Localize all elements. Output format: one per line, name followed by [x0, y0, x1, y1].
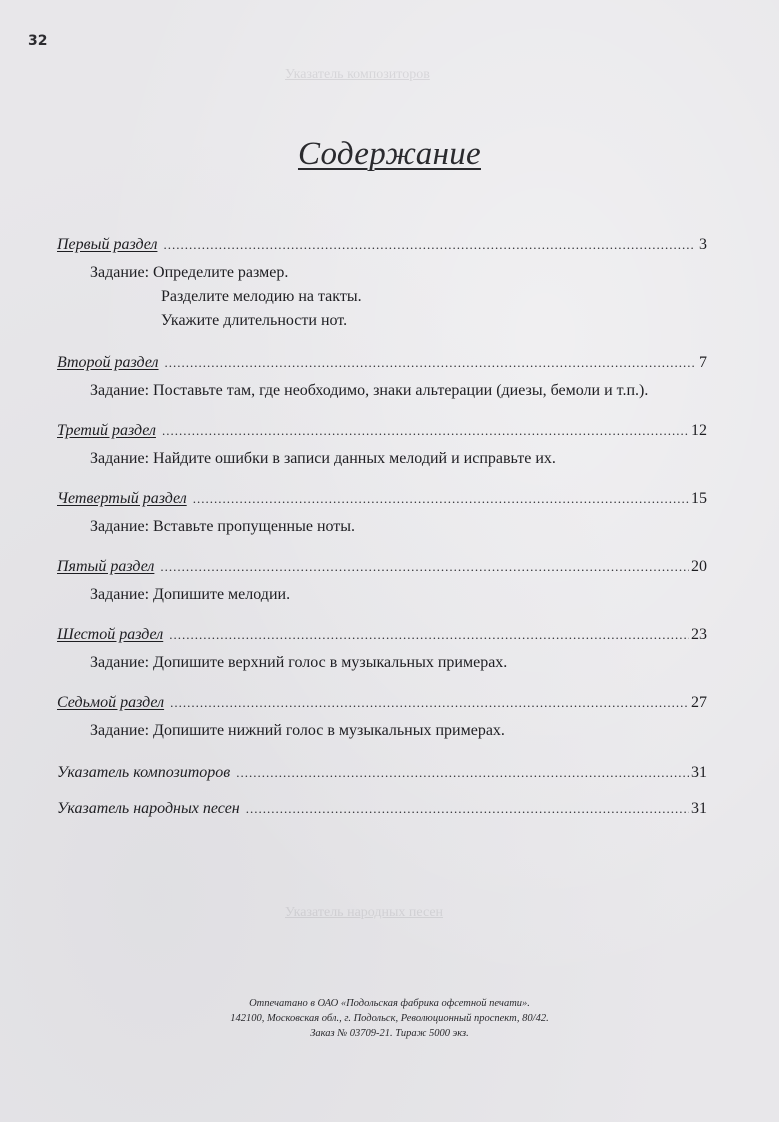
page-number: 32: [28, 33, 48, 49]
toc-entry-page: 27: [691, 694, 707, 711]
toc-entry-section-2[interactable]: [57, 354, 707, 374]
toc-entry-section-4[interactable]: [57, 490, 707, 510]
imprint-line-printer: Отпечатано в ОАО «Подольская фабрика офсетной печати».: [249, 998, 530, 1009]
toc-entry-page: 12: [691, 422, 707, 439]
toc-entry-folk-songs-index[interactable]: [57, 800, 707, 820]
toc-task: Задание: Определите размер.: [90, 264, 289, 281]
page-title: Содержание: [297, 136, 481, 172]
toc-leader-dots: [163, 237, 695, 253]
toc-entry-section-7[interactable]: [57, 694, 707, 714]
toc-entry-page: 31: [691, 800, 707, 817]
toc-entry-label[interactable]: Третий раздел: [57, 422, 156, 439]
toc-entry-label[interactable]: Указатель народных песен: [57, 800, 240, 817]
toc-entry-label[interactable]: Седьмой раздел: [57, 694, 165, 711]
toc-entry-label[interactable]: Указатель композиторов: [57, 764, 231, 781]
toc-leader-dots: [236, 765, 689, 781]
toc-entry-page: 7: [699, 354, 707, 371]
toc-task: Задание: Поставьте там, где необходимо, знаки альтерации (диезы, бемоли и т.п.).: [90, 382, 649, 399]
toc-entry-page: 23: [691, 626, 707, 643]
imprint-line-address: 142100, Московская обл., г. Подольск, Революционный проспект, 80/42.: [230, 1013, 549, 1024]
toc-leader-dots: [170, 695, 689, 711]
toc-leader-dots: [160, 559, 689, 575]
toc-entry-section-6[interactable]: [57, 626, 707, 646]
toc-task: Разделите мелодию на такты.: [161, 288, 362, 305]
toc-task: Задание: Допишите нижний голос в музыкальных примерах.: [90, 722, 505, 739]
printer-imprint: [0, 996, 779, 1041]
toc-entry-label[interactable]: Четвертый раздел: [57, 490, 187, 507]
toc-task: Задание: Вставьте пропущенные ноты.: [90, 518, 356, 535]
toc-leader-dots: [165, 355, 695, 371]
toc-entry-section-5[interactable]: [57, 558, 707, 578]
toc-task: Задание: Найдите ошибки в записи данных мелодий и исправьте их.: [90, 450, 556, 467]
toc-task: Задание: Допишите верхний голос в музыкальных примерах.: [90, 654, 508, 671]
toc-entry-label[interactable]: Шестой раздел: [57, 626, 164, 643]
toc-leader-dots: [246, 801, 689, 817]
toc-task: Задание: Допишите мелодии.: [90, 586, 291, 603]
toc-entry-page: 20: [691, 558, 707, 575]
toc-task: Укажите длительности нот.: [161, 312, 348, 329]
page-title-wrapper: [0, 136, 779, 173]
toc-entry-page: 15: [691, 490, 707, 507]
toc-entry-label[interactable]: Второй раздел: [57, 354, 159, 371]
toc-entry-composer-index[interactable]: [57, 764, 707, 784]
imprint-line-order: Заказ № 03709-21. Тираж 5000 экз.: [310, 1028, 469, 1039]
toc-entry-section-3[interactable]: [57, 422, 707, 442]
toc-leader-dots: [169, 627, 689, 643]
toc-entry-page: 3: [699, 236, 707, 253]
toc-leader-dots: [162, 423, 689, 439]
toc-leader-dots: [193, 491, 689, 507]
toc-entry-page: 31: [691, 764, 707, 781]
toc-entry-label[interactable]: Пятый раздел: [57, 558, 155, 575]
toc-entry-label[interactable]: Первый раздел: [57, 236, 158, 253]
toc-entry-section-1[interactable]: [57, 236, 707, 256]
